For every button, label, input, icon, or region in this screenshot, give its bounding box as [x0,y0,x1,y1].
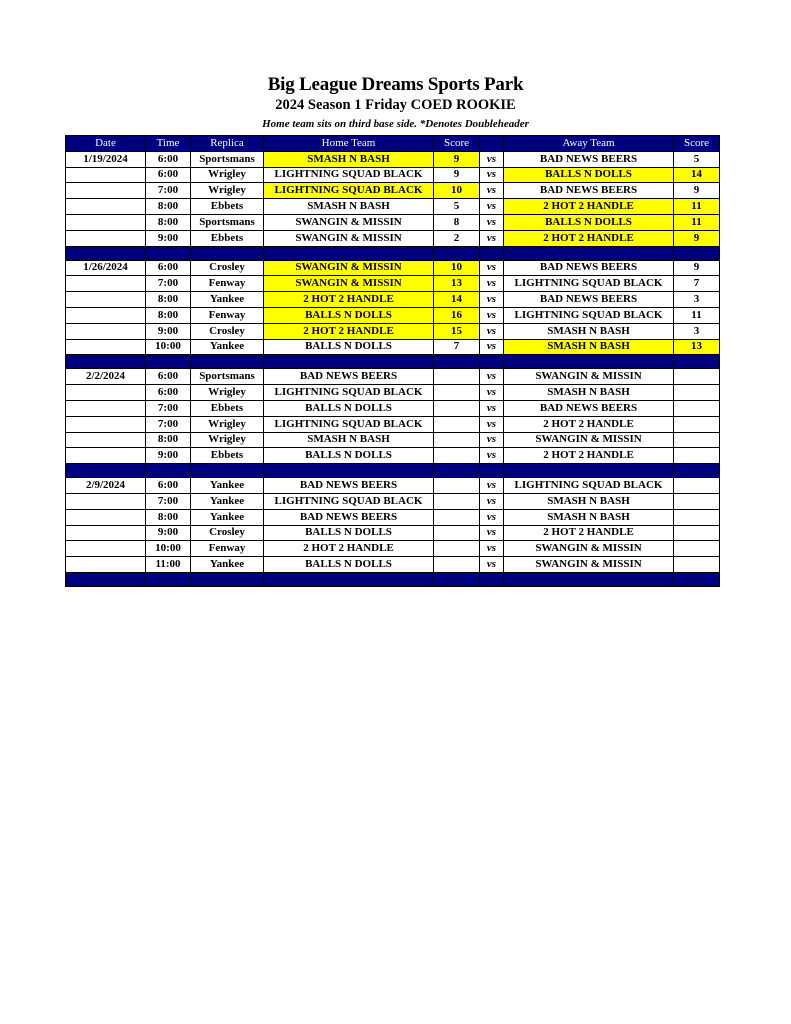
schedule-table [65,135,720,587]
table-row [66,323,720,339]
time-cell: 8:00 [146,509,191,525]
separator-cell [480,464,504,478]
away-score-cell: 3 [674,323,720,339]
away-score-cell: 11 [674,307,720,323]
home-score-cell [434,448,480,464]
table-row [66,557,720,573]
field-cell: Fenway [191,541,264,557]
vs-cell: vs [480,323,504,339]
away-score-cell [674,448,720,464]
col-home-team: Home Team [264,136,434,152]
date-cell [66,167,146,183]
field-cell: Crosley [191,260,264,276]
home-score-cell: 15 [434,323,480,339]
separator-cell [674,572,720,586]
date-cell [66,276,146,292]
home-team-cell: BAD NEWS BEERS [264,509,434,525]
date-cell [66,525,146,541]
home-score-cell [434,369,480,385]
away-team-cell: SMASH N BASH [504,339,674,355]
away-team-cell: 2 HOT 2 HANDLE [504,525,674,541]
home-team-cell: LIGHTNING SQUAD BLACK [264,385,434,401]
table-row [66,151,720,167]
separator-cell [191,572,264,586]
date-cell [66,432,146,448]
away-team-cell: SWANGIN & MISSIN [504,369,674,385]
separator-cell [434,572,480,586]
table-row [66,214,720,230]
vs-cell: vs [480,260,504,276]
table-row [66,478,720,494]
vs-cell: vs [480,493,504,509]
vs-cell: vs [480,478,504,494]
week-separator [66,355,720,369]
away-team-cell: 2 HOT 2 HANDLE [504,448,674,464]
away-score-cell [674,493,720,509]
time-cell: 9:00 [146,525,191,541]
away-team-cell: SMASH N BASH [504,385,674,401]
home-team-cell: 2 HOT 2 HANDLE [264,292,434,308]
home-score-cell [434,432,480,448]
home-score-cell [434,478,480,494]
away-team-cell: 2 HOT 2 HANDLE [504,230,674,246]
away-team-cell: BALLS N DOLLS [504,214,674,230]
away-team-cell: LIGHTNING SQUAD BLACK [504,276,674,292]
field-cell: Ebbets [191,400,264,416]
home-team-cell: BALLS N DOLLS [264,339,434,355]
home-score-cell [434,493,480,509]
vs-cell: vs [480,557,504,573]
table-row [66,183,720,199]
home-team-cell: LIGHTNING SQUAD BLACK [264,416,434,432]
away-team-cell: BAD NEWS BEERS [504,183,674,199]
time-cell: 7:00 [146,493,191,509]
away-score-cell [674,400,720,416]
vs-cell: vs [480,307,504,323]
away-team-cell: LIGHTNING SQUAD BLACK [504,307,674,323]
table-row [66,400,720,416]
away-team-cell: BAD NEWS BEERS [504,292,674,308]
field-cell: Ebbets [191,230,264,246]
time-cell: 8:00 [146,292,191,308]
separator-cell [264,246,434,260]
field-cell: Crosley [191,323,264,339]
separator-cell [504,246,674,260]
field-cell: Yankee [191,557,264,573]
schedule-note: Home team sits on third base side. *Denotes Doubleheader [262,118,529,130]
time-cell: 8:00 [146,432,191,448]
col-vs [480,136,504,152]
table-row [66,167,720,183]
time-cell: 6:00 [146,260,191,276]
vs-cell: vs [480,167,504,183]
home-team-cell: BAD NEWS BEERS [264,478,434,494]
date-cell [66,509,146,525]
separator-cell [264,572,434,586]
vs-cell: vs [480,369,504,385]
vs-cell: vs [480,151,504,167]
away-score-cell: 9 [674,260,720,276]
field-cell: Yankee [191,339,264,355]
time-cell: 9:00 [146,230,191,246]
table-row [66,260,720,276]
home-team-cell: SWANGIN & MISSIN [264,214,434,230]
table-row [66,541,720,557]
away-score-cell: 11 [674,214,720,230]
separator-cell [504,572,674,586]
home-team-cell: BALLS N DOLLS [264,307,434,323]
date-cell: 2/2/2024 [66,369,146,385]
col-away-score: Score [674,136,720,152]
separator-cell [434,355,480,369]
date-cell [66,292,146,308]
home-score-cell: 13 [434,276,480,292]
field-cell: Ebbets [191,448,264,464]
time-cell: 8:00 [146,199,191,215]
field-cell: Yankee [191,478,264,494]
away-score-cell: 9 [674,230,720,246]
date-cell [66,214,146,230]
separator-cell [480,572,504,586]
home-team-cell: SWANGIN & MISSIN [264,230,434,246]
away-team-cell: BAD NEWS BEERS [504,151,674,167]
field-cell: Wrigley [191,167,264,183]
date-cell: 1/19/2024 [66,151,146,167]
separator-cell [480,246,504,260]
col-away-team: Away Team [504,136,674,152]
away-score-cell [674,432,720,448]
field-cell: Crosley [191,525,264,541]
separator-cell [66,246,146,260]
col-home-score: Score [434,136,480,152]
week-separator [66,572,720,586]
separator-cell [66,355,146,369]
home-score-cell: 2 [434,230,480,246]
table-row [66,307,720,323]
away-team-cell: SWANGIN & MISSIN [504,432,674,448]
home-score-cell: 9 [434,167,480,183]
vs-cell: vs [480,432,504,448]
vs-cell: vs [480,541,504,557]
home-score-cell [434,541,480,557]
separator-cell [264,355,434,369]
separator-cell [66,572,146,586]
time-cell: 10:00 [146,541,191,557]
vs-cell: vs [480,214,504,230]
away-score-cell [674,369,720,385]
col-time: Time [146,136,191,152]
vs-cell: vs [480,416,504,432]
home-team-cell: SMASH N BASH [264,151,434,167]
table-row [66,199,720,215]
table-row [66,292,720,308]
away-score-cell: 7 [674,276,720,292]
separator-cell [66,464,146,478]
date-cell [66,183,146,199]
field-cell: Wrigley [191,416,264,432]
separator-cell [504,464,674,478]
table-row [66,525,720,541]
away-score-cell: 14 [674,167,720,183]
table-row [66,230,720,246]
time-cell: 9:00 [146,323,191,339]
away-score-cell [674,509,720,525]
separator-cell [146,355,191,369]
away-score-cell [674,385,720,401]
home-score-cell [434,400,480,416]
home-team-cell: BALLS N DOLLS [264,400,434,416]
time-cell: 8:00 [146,214,191,230]
away-score-cell: 9 [674,183,720,199]
time-cell: 7:00 [146,400,191,416]
table-row [66,493,720,509]
away-team-cell: SMASH N BASH [504,323,674,339]
separator-cell [191,246,264,260]
time-cell: 8:00 [146,307,191,323]
date-cell [66,307,146,323]
vs-cell: vs [480,276,504,292]
home-team-cell: BALLS N DOLLS [264,557,434,573]
table-row [66,339,720,355]
away-score-cell [674,541,720,557]
away-team-cell: 2 HOT 2 HANDLE [504,416,674,432]
date-cell [66,493,146,509]
home-team-cell: BAD NEWS BEERS [264,369,434,385]
time-cell: 10:00 [146,339,191,355]
date-cell [66,400,146,416]
col-replica: Replica [191,136,264,152]
field-cell: Sportsmans [191,369,264,385]
field-cell: Wrigley [191,432,264,448]
vs-cell: vs [480,525,504,541]
week-separator [66,464,720,478]
home-team-cell: LIGHTNING SQUAD BLACK [264,167,434,183]
home-score-cell: 5 [434,199,480,215]
home-score-cell: 10 [434,183,480,199]
table-row [66,385,720,401]
away-team-cell: SMASH N BASH [504,509,674,525]
field-cell: Fenway [191,276,264,292]
away-team-cell: BALLS N DOLLS [504,167,674,183]
time-cell: 6:00 [146,478,191,494]
away-team-cell: LIGHTNING SQUAD BLACK [504,478,674,494]
separator-cell [146,246,191,260]
date-cell: 1/26/2024 [66,260,146,276]
table-row [66,448,720,464]
date-cell [66,541,146,557]
away-score-cell [674,478,720,494]
separator-cell [674,355,720,369]
home-team-cell: SWANGIN & MISSIN [264,276,434,292]
separator-cell [674,464,720,478]
away-score-cell [674,525,720,541]
field-cell: Sportsmans [191,151,264,167]
time-cell: 6:00 [146,385,191,401]
home-score-cell: 14 [434,292,480,308]
home-team-cell: SMASH N BASH [264,432,434,448]
col-date: Date [66,136,146,152]
field-cell: Yankee [191,493,264,509]
home-team-cell: SMASH N BASH [264,199,434,215]
vs-cell: vs [480,199,504,215]
home-score-cell [434,416,480,432]
home-team-cell: 2 HOT 2 HANDLE [264,541,434,557]
vs-cell: vs [480,400,504,416]
date-cell [66,448,146,464]
home-score-cell: 10 [434,260,480,276]
vs-cell: vs [480,292,504,308]
vs-cell: vs [480,448,504,464]
home-score-cell: 7 [434,339,480,355]
vs-cell: vs [480,339,504,355]
separator-cell [504,355,674,369]
time-cell: 9:00 [146,448,191,464]
away-score-cell: 13 [674,339,720,355]
away-score-cell [674,557,720,573]
separator-cell [434,464,480,478]
separator-cell [480,355,504,369]
vs-cell: vs [480,509,504,525]
home-team-cell: LIGHTNING SQUAD BLACK [264,183,434,199]
home-score-cell: 8 [434,214,480,230]
field-cell: Yankee [191,509,264,525]
table-row [66,416,720,432]
home-team-cell: SWANGIN & MISSIN [264,260,434,276]
separator-cell [674,246,720,260]
date-cell [66,339,146,355]
page-title: Big League Dreams Sports Park [267,74,524,95]
field-cell: Wrigley [191,385,264,401]
separator-cell [434,246,480,260]
home-score-cell [434,509,480,525]
field-cell: Fenway [191,307,264,323]
away-team-cell: 2 HOT 2 HANDLE [504,199,674,215]
date-cell [66,557,146,573]
home-team-cell: BALLS N DOLLS [264,525,434,541]
home-score-cell: 16 [434,307,480,323]
header-row [66,136,720,152]
field-cell: Ebbets [191,199,264,215]
home-team-cell: LIGHTNING SQUAD BLACK [264,493,434,509]
table-row [66,432,720,448]
away-team-cell: SWANGIN & MISSIN [504,557,674,573]
away-score-cell: 11 [674,199,720,215]
home-score-cell [434,557,480,573]
table-row [66,509,720,525]
separator-cell [191,464,264,478]
away-score-cell: 5 [674,151,720,167]
time-cell: 7:00 [146,416,191,432]
home-score-cell [434,525,480,541]
table-row [66,276,720,292]
away-team-cell: BAD NEWS BEERS [504,400,674,416]
home-score-cell [434,385,480,401]
date-cell: 2/9/2024 [66,478,146,494]
away-score-cell: 3 [674,292,720,308]
away-score-cell [674,416,720,432]
page-subtitle: 2024 Season 1 Friday COED ROOKIE [275,97,516,113]
week-separator [66,246,720,260]
separator-cell [264,464,434,478]
home-team-cell: 2 HOT 2 HANDLE [264,323,434,339]
time-cell: 6:00 [146,151,191,167]
vs-cell: vs [480,230,504,246]
away-team-cell: SMASH N BASH [504,493,674,509]
time-cell: 6:00 [146,167,191,183]
separator-cell [146,572,191,586]
away-team-cell: SWANGIN & MISSIN [504,541,674,557]
field-cell: Yankee [191,292,264,308]
schedule-body [66,151,720,586]
table-row [66,369,720,385]
vs-cell: vs [480,385,504,401]
separator-cell [191,355,264,369]
time-cell: 7:00 [146,183,191,199]
date-cell [66,230,146,246]
home-score-cell: 9 [434,151,480,167]
date-cell [66,416,146,432]
time-cell: 6:00 [146,369,191,385]
time-cell: 11:00 [146,557,191,573]
date-cell [66,199,146,215]
home-team-cell: BALLS N DOLLS [264,448,434,464]
separator-cell [146,464,191,478]
date-cell [66,323,146,339]
time-cell: 7:00 [146,276,191,292]
field-cell: Sportsmans [191,214,264,230]
field-cell: Wrigley [191,183,264,199]
date-cell [66,385,146,401]
away-team-cell: BAD NEWS BEERS [504,260,674,276]
vs-cell: vs [480,183,504,199]
